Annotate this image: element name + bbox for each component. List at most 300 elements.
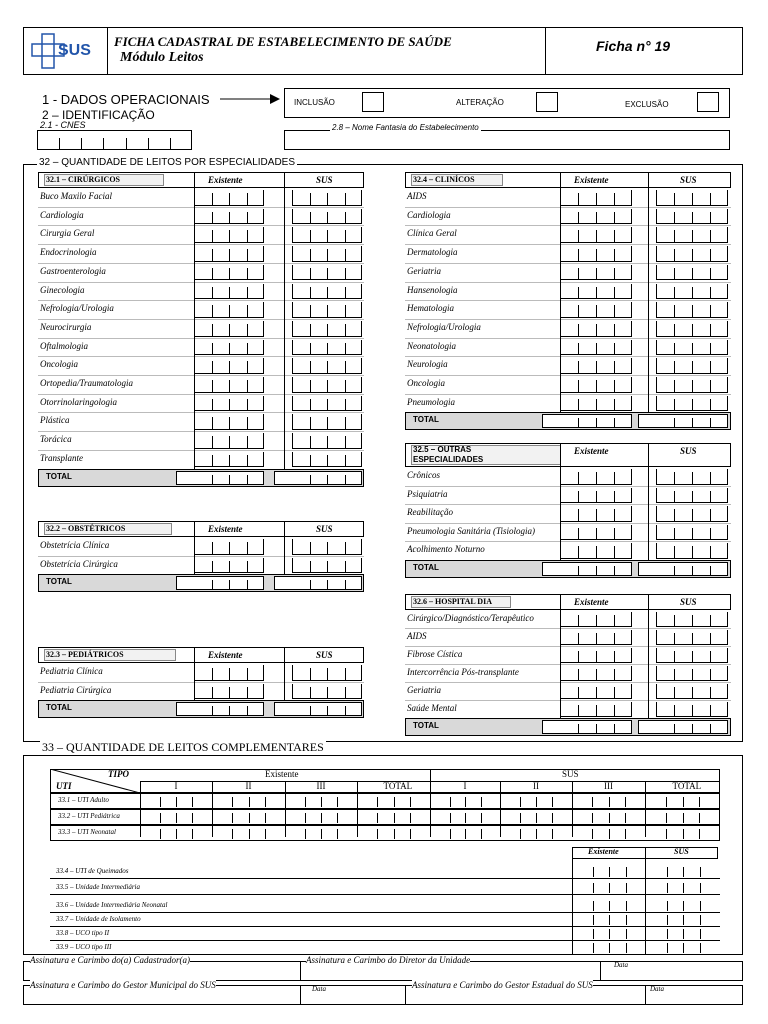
outras-col-existente: Existente: [574, 446, 609, 456]
outras-row-line: [405, 486, 731, 487]
uti-row-label: 33.1 – UTI Adulto: [58, 796, 109, 804]
entry-digit-marks: [656, 528, 728, 541]
cirurgicos-total-label: TOTAL: [46, 471, 72, 481]
nome-fantasia-label: 2.8 – Nome Fantasia do Estabelecimento: [332, 123, 479, 132]
outras-row-line: [405, 504, 731, 505]
form-title: FICHA CADASTRAL DE ESTABELECIMENTO DE SAÚDE: [114, 34, 452, 49]
entry-digit-marks: [194, 455, 264, 468]
hospital_dia-total-label: TOTAL: [413, 721, 439, 730]
entry-digit-marks: [292, 268, 362, 281]
pediatricos-row-line: [38, 682, 364, 683]
digit-marks: [650, 929, 716, 939]
cirurgicos-row-line: [38, 319, 364, 320]
pediatricos-col-sus: SUS: [316, 650, 333, 660]
clinicos-col-sep: [560, 172, 561, 412]
entry-digit-marks: [194, 417, 264, 430]
entry-digit-marks: [194, 230, 264, 243]
outras-row-label: Crônicos: [407, 470, 441, 480]
sig-sep: [405, 985, 406, 1005]
digit-marks: [576, 915, 642, 925]
entry-digit-marks: [656, 705, 728, 717]
cirurgicos-row-line: [38, 300, 364, 301]
digit-marks: [650, 901, 716, 911]
sig-data: Data: [312, 985, 326, 993]
clinicos-row-label: Cardiologia: [407, 209, 451, 220]
clinicos-row-label: Neonatologia: [407, 340, 456, 351]
uti-col-total: TOTAL: [672, 781, 702, 791]
section-32-title: 32 – QUANTIDADE DE LEITOS POR ESPECIALIDADES: [39, 157, 296, 168]
entry-digit-marks: [194, 324, 264, 337]
digit-marks: [361, 829, 426, 839]
section-33-title: 33 – QUANTIDADE DE LEITOS COMPLEMENTARES: [42, 740, 324, 754]
outras-row-line: [405, 523, 731, 524]
dados-operacionais-label: 1 - DADOS OPERACIONAIS: [42, 92, 210, 107]
cirurgicos-row-label: Buco Maxilo Facial: [40, 191, 112, 201]
entry-digit-marks: [656, 193, 728, 206]
digit-marks: [650, 883, 716, 893]
uti-col-total: TOTAL: [383, 781, 413, 791]
outras-title-2: ESPECIALIDADES: [413, 455, 484, 464]
entry-digit-marks: [292, 687, 362, 700]
entry-digit-marks: [292, 212, 362, 225]
cnes-label: 2.1 - CNES: [40, 120, 86, 130]
digit-marks: [504, 813, 568, 823]
alteracao-label: ALTERAÇÃO: [456, 98, 504, 107]
entry-digit-marks: [194, 361, 264, 374]
entry-digit-marks: [292, 287, 362, 300]
uti-col-iii: III: [316, 781, 326, 791]
clinicos-row-line: [405, 356, 731, 357]
clinicos-row-line: [405, 375, 731, 376]
entry-digit-marks: [292, 361, 362, 374]
sig-gestor-estadual: Assinatura e Carimbo do Gestor Estadual do SUS: [412, 980, 593, 990]
digit-marks: [649, 813, 716, 823]
digit-marks: [656, 724, 728, 734]
hospital_dia-row-label: Cirúrgico/Diagnóstico/Terapêutico: [407, 613, 534, 623]
clinicos-row-line: [405, 300, 731, 301]
entry-digit-marks: [560, 651, 632, 663]
outras-col-sep: [648, 443, 649, 560]
outras-row-label: Psiquiatria: [407, 488, 448, 499]
hospital_dia-row-label: Geriatria: [407, 685, 442, 695]
digit-marks: [289, 813, 353, 823]
sig-gestor-municipal: Assinatura e Carimbo do Gestor Municipal do SUS: [30, 980, 216, 990]
entry-digit-marks: [560, 193, 632, 206]
uti-col-i: I: [174, 781, 178, 791]
obstetricos-title: 32.2 – OBSTÉTRICOS: [46, 524, 126, 533]
exclusao-label: EXCLUSÃO: [625, 100, 669, 109]
entry-digit-marks: [292, 324, 362, 337]
cirurgicos-row-label: Oftalmologia: [40, 340, 89, 351]
entry-digit-marks: [656, 380, 728, 393]
sig-sep: [300, 961, 301, 981]
clinicos-row-line: [405, 263, 731, 264]
clinicos-title: 32.4 – CLINÍCOS: [413, 175, 475, 184]
cirurgicos-row-label: Endocrinologia: [40, 247, 97, 258]
digit-marks: [560, 724, 632, 734]
cirurgicos-col-existente: Existente: [208, 175, 243, 185]
entry-digit-marks: [292, 380, 362, 393]
digit-marks: [292, 580, 362, 590]
digit-marks: [216, 829, 281, 839]
entry-digit-marks: [560, 687, 632, 699]
obstetricos-total-label: TOTAL: [46, 577, 72, 586]
cirurgicos-col-sep: [194, 172, 195, 469]
clinicos-row-label: AIDS: [407, 191, 427, 201]
identificacao-label: 2 – IDENTIFICAÇÃO: [42, 108, 155, 122]
entry-digit-marks: [194, 668, 264, 681]
hospital_dia-col-sep: [648, 594, 649, 718]
digit-marks: [292, 475, 362, 485]
form-subtitle: Módulo Leitos: [120, 50, 204, 65]
entry-digit-marks: [292, 249, 362, 262]
sig-data: Data: [614, 961, 628, 969]
cirurgicos-row-label: Plástica: [40, 415, 70, 426]
clinicos-row-label: Hansenologia: [407, 284, 458, 295]
entry-digit-marks: [194, 305, 264, 318]
entry-digit-marks: [194, 436, 264, 449]
sig-diretor: Assinatura e Carimbo do Diretor da Unidade: [306, 955, 471, 965]
entry-digit-marks: [656, 546, 728, 559]
pediatricos-total-label: TOTAL: [46, 703, 72, 712]
existente-group-label: Existente: [265, 769, 299, 779]
sub-existente: Existente: [588, 847, 619, 856]
entry-digit-marks: [194, 268, 264, 281]
header-divider: [107, 27, 108, 75]
digit-marks: [216, 813, 281, 823]
digit-marks: [656, 566, 728, 576]
entry-digit-marks: [656, 305, 728, 318]
clinicos-col-existente: Existente: [574, 175, 609, 185]
hospital_dia-row-label: Intercorrência Pós-transplante: [407, 667, 519, 677]
entry-digit-marks: [560, 287, 632, 300]
cirurgicos-row-label: Cardiologia: [40, 209, 84, 220]
cirurgicos-row-label: Torácica: [40, 434, 72, 445]
entry-digit-marks: [656, 361, 728, 374]
entry-digit-marks: [560, 491, 632, 504]
cirurgicos-row-line: [38, 244, 364, 245]
entry-digit-marks: [560, 472, 632, 485]
entry-digit-marks: [656, 399, 728, 412]
uti-label: UTI: [56, 781, 72, 791]
clinicos-row-line: [405, 207, 731, 208]
clinicos-row-label: Geriatria: [407, 265, 442, 276]
digit-marks: [650, 867, 716, 877]
entry-digit-marks: [560, 249, 632, 262]
clinicos-row-label: Dermatologia: [407, 247, 458, 258]
digit-marks: [504, 829, 568, 839]
entry-digit-marks: [560, 268, 632, 281]
clinicos-row-label: Pneumologia: [407, 396, 455, 407]
inclusao-label: INCLUSÃO: [294, 98, 335, 107]
cirurgicos-row-line: [38, 412, 364, 413]
other-row-line: [50, 940, 720, 941]
entry-digit-marks: [292, 561, 362, 574]
outras-title: 32.5 – OUTRAS: [413, 445, 472, 454]
hospital_dia-row-line: [405, 664, 731, 665]
cirurgicos-row-label: Gastroenterologia: [40, 265, 106, 276]
digit-marks: [576, 867, 642, 877]
outras-col-sus: SUS: [680, 446, 697, 456]
clinicos-row-label: Oncologia: [407, 378, 445, 388]
other-row-label: 33.4 – UTI de Queimados: [56, 867, 129, 875]
outras-row-label: Acolhimento Noturno: [407, 544, 485, 554]
cirurgicos-row-line: [38, 282, 364, 283]
digit-marks: [361, 813, 426, 823]
outras-row-label: Pneumologia Sanitária (Tisiologia): [407, 525, 536, 536]
entry-digit-marks: [560, 324, 632, 337]
cirurgicos-row-label: Otorrinolaringologia: [40, 396, 118, 407]
entry-digit-marks: [292, 305, 362, 318]
cirurgicos-row-line: [38, 375, 364, 376]
other-row-label: 33.6 – Unidade Intermediária Neonatal: [56, 901, 168, 909]
other-row-line: [50, 926, 720, 927]
cirurgicos-row-label: Ortopedia/Traumatologia: [40, 378, 134, 388]
digit-marks: [292, 706, 362, 716]
entry-digit-marks: [656, 651, 728, 663]
cirurgicos-row-label: Cirurgia Geral: [40, 228, 95, 239]
entry-digit-marks: [656, 287, 728, 300]
pediatricos-row-label: Pediatria Cirúrgica: [40, 684, 112, 695]
digit-marks: [289, 829, 353, 839]
sig-sep: [300, 985, 301, 1005]
digit-marks: [560, 566, 632, 576]
entry-digit-marks: [560, 399, 632, 412]
entry-digit-marks: [194, 561, 264, 574]
digit-marks: [560, 418, 632, 428]
digit-marks: [144, 829, 208, 839]
cirurgicos-col-sep: [284, 172, 285, 469]
digit-marks: [434, 797, 496, 807]
entry-digit-marks: [656, 230, 728, 243]
digit-marks: [649, 797, 716, 807]
other-row-line: [50, 912, 720, 913]
entry-digit-marks: [656, 268, 728, 281]
digit-marks: [144, 813, 208, 823]
other-row-label: 33.9 – UCO tipo III: [56, 943, 112, 951]
obstetricos-col-sus: SUS: [316, 524, 333, 534]
hospital_dia-col-sep: [560, 594, 561, 718]
cirurgicos-row-label: Oncologia: [40, 359, 78, 370]
other-row-label: 33.5 – Unidade Intermediária: [56, 883, 140, 891]
hospital_dia-row-label: Saúde Mental: [407, 703, 457, 713]
digit-marks: [361, 797, 426, 807]
hospital_dia-row-line: [405, 628, 731, 629]
digit-marks: [194, 580, 264, 590]
hospital_dia-title: 32.6 – HOSPITAL DIA: [413, 597, 492, 606]
other-col-sep: [572, 859, 573, 955]
clinicos-row-line: [405, 338, 731, 339]
entry-digit-marks: [656, 669, 728, 681]
other-col-sep: [645, 859, 646, 955]
other-row-label: 33.8 – UCO tipo II: [56, 929, 110, 937]
cirurgicos-row-line: [38, 394, 364, 395]
digit-marks: [194, 706, 264, 716]
obstetricos-row-label: Obstetrícia Cirúrgica: [40, 558, 118, 569]
clinicos-row-label: Clínica Geral: [407, 228, 457, 239]
entry-digit-marks: [656, 491, 728, 504]
entry-digit-marks: [560, 705, 632, 717]
entry-digit-marks: [194, 212, 264, 225]
clinicos-row-line: [405, 282, 731, 283]
entry-digit-marks: [292, 417, 362, 430]
cirurgicos-row-label: Neurocirurgia: [40, 321, 92, 332]
uti-col-ii: II: [245, 781, 252, 791]
entry-digit-marks: [656, 324, 728, 337]
entry-digit-marks: [194, 343, 264, 356]
entry-digit-marks: [292, 542, 362, 555]
entry-digit-marks: [560, 361, 632, 374]
entry-digit-marks: [560, 380, 632, 393]
clinicos-row-label: Neurologia: [407, 359, 448, 370]
entry-digit-marks: [656, 687, 728, 699]
entry-digit-marks: [560, 633, 632, 645]
cirurgicos-row-line: [38, 263, 364, 264]
entry-digit-marks: [656, 249, 728, 262]
cirurgicos-row-line: [38, 450, 364, 451]
outras-row-label: Reabilitação: [407, 507, 453, 517]
cirurgicos-row-line: [38, 431, 364, 432]
cirurgicos-row-line: [38, 356, 364, 357]
digit-marks: [576, 797, 641, 807]
hospital_dia-row-line: [405, 682, 731, 683]
entry-digit-marks: [292, 343, 362, 356]
hospital_dia-row-label: Fibrose Cística: [407, 649, 463, 659]
digit-marks: [650, 943, 716, 953]
entry-digit-marks: [194, 287, 264, 300]
cirurgicos-row-label: Transplante: [40, 452, 84, 463]
other-row-line: [50, 878, 720, 879]
outras-row-line: [405, 541, 731, 542]
entry-digit-marks: [560, 615, 632, 627]
digit-marks: [289, 797, 353, 807]
pediatricos-col-sep: [194, 647, 195, 700]
digit-marks: [576, 883, 642, 893]
entry-digit-marks: [292, 399, 362, 412]
obstetricos-col-sep: [194, 521, 195, 574]
clinicos-row-line: [405, 319, 731, 320]
cirurgicos-row-label: Ginecologia: [40, 284, 85, 295]
uti-col-i: I: [463, 781, 467, 791]
digit-marks: [434, 813, 496, 823]
inclusao-checkbox[interactable]: [362, 92, 384, 112]
cirurgicos-row-line: [38, 207, 364, 208]
obstetricos-col-existente: Existente: [208, 524, 243, 534]
cnes-digit-marks-inner: [37, 138, 192, 150]
clinicos-row-label: Hematologia: [407, 303, 454, 314]
digit-marks: [216, 797, 281, 807]
digit-marks: [576, 929, 642, 939]
subheader-sep: [645, 847, 646, 859]
entry-digit-marks: [560, 546, 632, 559]
digit-marks: [144, 797, 208, 807]
entry-digit-marks: [656, 633, 728, 645]
obstetricos-col-sep: [284, 521, 285, 574]
digit-marks: [194, 475, 264, 485]
other-row-line: [50, 894, 720, 895]
entry-digit-marks: [292, 230, 362, 243]
digit-marks: [576, 813, 641, 823]
digit-marks: [576, 943, 642, 953]
entry-digit-marks: [194, 687, 264, 700]
outras-total-label: TOTAL: [413, 562, 439, 572]
nome-fantasia-field[interactable]: [284, 130, 730, 150]
entry-digit-marks: [656, 472, 728, 485]
arrow-right-icon: [220, 92, 280, 111]
entry-digit-marks: [194, 542, 264, 555]
entry-digit-marks: [560, 528, 632, 541]
sig-cadastrador: Assinatura e Carimbo do(a) Cadastrador(a): [30, 955, 191, 965]
sus-logo: SUS: [30, 32, 104, 70]
clinicos-row-label: Nefrologia/Urologia: [407, 321, 481, 332]
pediatricos-col-existente: Existente: [208, 650, 243, 660]
digit-marks: [504, 797, 568, 807]
obstetricos-row-line: [38, 556, 364, 557]
entry-digit-marks: [560, 305, 632, 318]
ficha-number: Ficha n° 19: [596, 38, 671, 54]
obstetricos-row-label: Obstetrícia Clínica: [40, 540, 110, 550]
entry-digit-marks: [292, 193, 362, 206]
hospital_dia-row-line: [405, 646, 731, 647]
entry-digit-marks: [292, 668, 362, 681]
clinicos-col-sus: SUS: [680, 175, 697, 185]
uti-col-ii: II: [533, 781, 539, 791]
pediatricos-title: 32.3 – PEDIÁTRICOS: [46, 650, 124, 659]
exclusao-checkbox[interactable]: [697, 92, 719, 112]
pediatricos-row-label: Pediatria Clínica: [40, 666, 103, 676]
sub-sus: SUS: [674, 847, 689, 856]
uti-row-label: 33.2 – UTI Pediátrica: [58, 812, 120, 820]
sus-group-label: SUS: [562, 769, 579, 779]
entry-digit-marks: [656, 615, 728, 627]
entry-digit-marks: [656, 212, 728, 225]
cirurgicos-row-label: Nefrologia/Urologia: [40, 303, 114, 314]
digit-marks: [434, 829, 496, 839]
clinicos-total-label: TOTAL: [413, 415, 439, 425]
cirurgicos-row-line: [38, 338, 364, 339]
sig-data: Data: [650, 985, 664, 993]
cirurgicos-row-line: [38, 225, 364, 226]
pediatricos-col-sep: [284, 647, 285, 700]
clinicos-row-line: [405, 244, 731, 245]
outras-col-sep: [560, 443, 561, 560]
hospital_dia-row-label: AIDS: [407, 631, 427, 641]
clinicos-row-line: [405, 394, 731, 395]
uti-col-iii: III: [604, 781, 613, 791]
digit-marks: [649, 829, 716, 839]
entry-digit-marks: [194, 380, 264, 393]
hospital_dia-row-line: [405, 700, 731, 701]
entry-digit-marks: [292, 436, 362, 449]
digit-marks: [576, 901, 642, 911]
entry-digit-marks: [560, 230, 632, 243]
hospital_dia-col-sus: SUS: [680, 597, 697, 607]
entry-digit-marks: [656, 509, 728, 522]
entry-digit-marks: [656, 343, 728, 356]
entry-digit-marks: [194, 249, 264, 262]
other-row-label: 33.7 – Unidade de Isolamento: [56, 915, 141, 923]
uti-row-label: 33.3 – UTI Neonatal: [58, 828, 116, 836]
sig-sep: [600, 961, 601, 981]
entry-digit-marks: [560, 669, 632, 681]
header-divider: [545, 27, 546, 75]
alteracao-checkbox[interactable]: [536, 92, 558, 112]
cirurgicos-title: 32.1 – CIRÚRGICOS: [46, 175, 121, 184]
clinicos-col-sep: [648, 172, 649, 412]
sig-sep: [645, 985, 646, 1005]
entry-digit-marks: [560, 509, 632, 522]
digit-marks: [576, 829, 641, 839]
